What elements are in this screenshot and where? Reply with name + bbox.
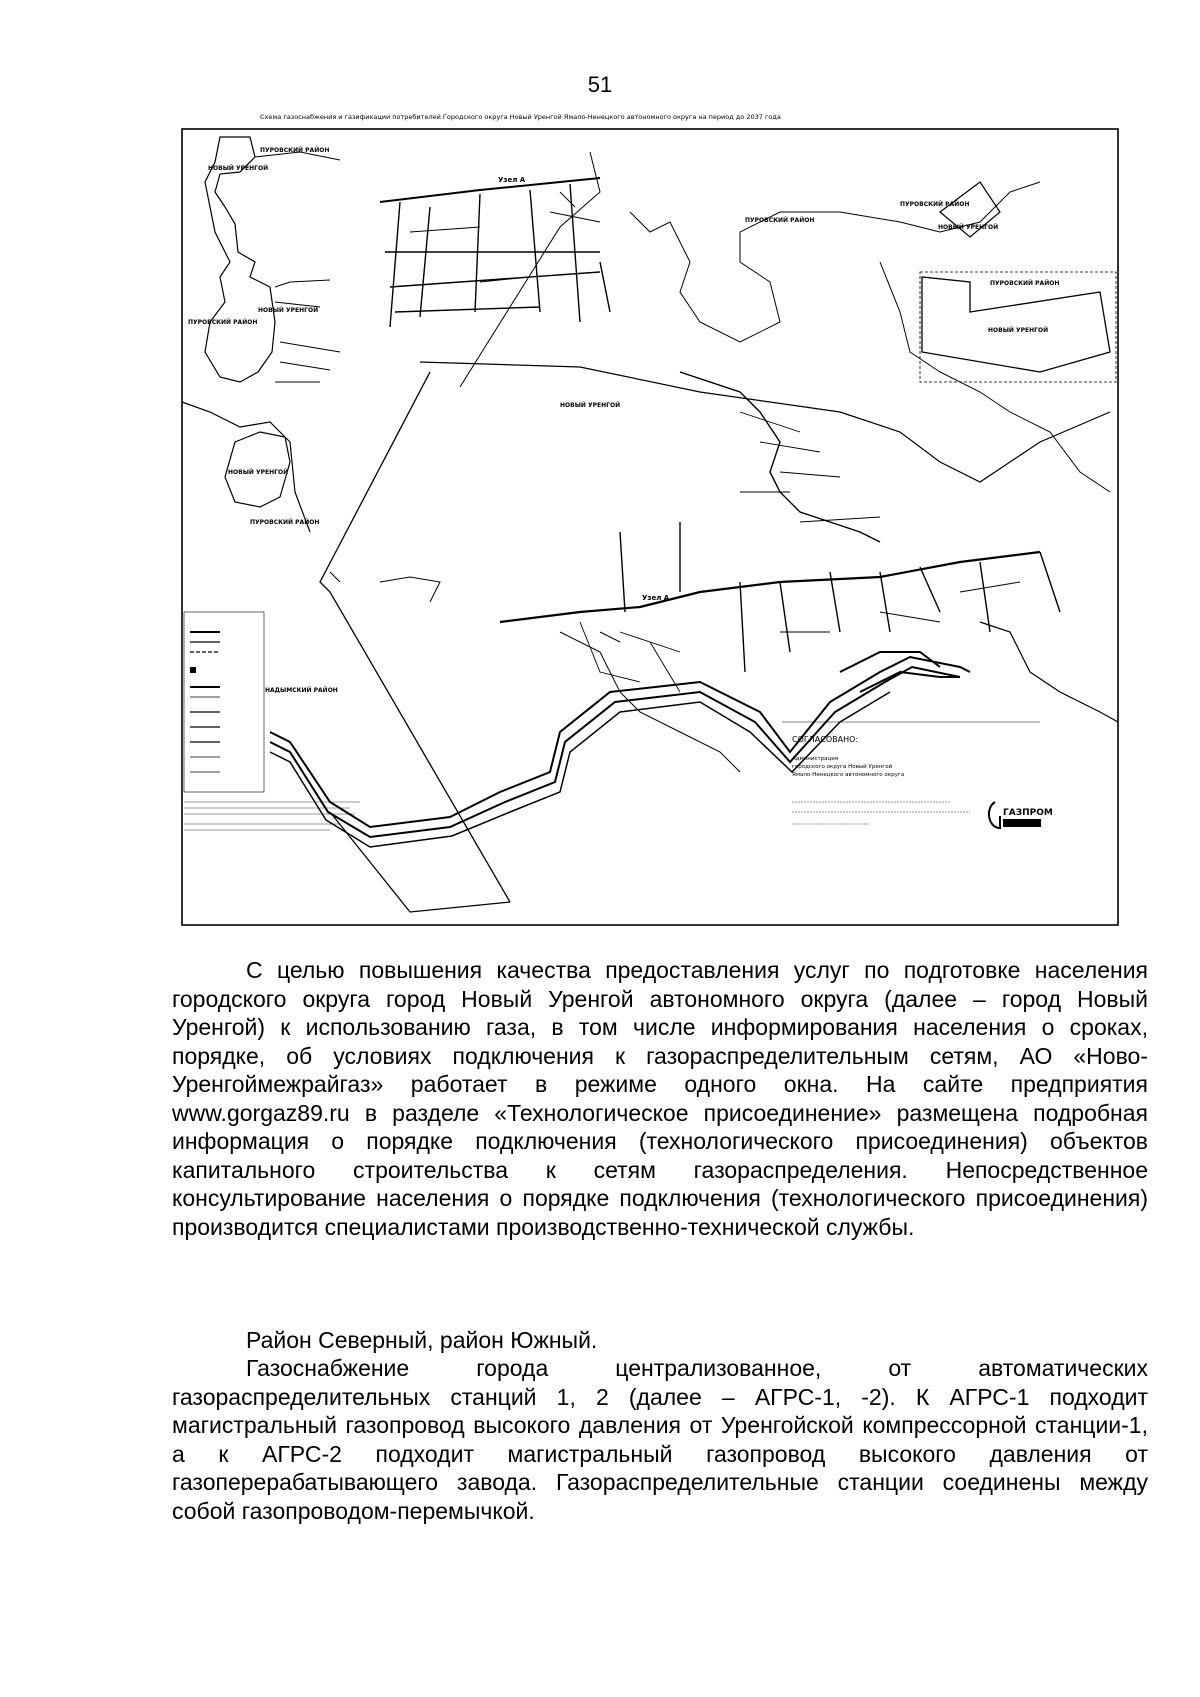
paragraph-consultation: С целью повышения качества предоставления услуг по подготовке населения городского округа город Новый Уренгой автономного округа (далее – город Новый Уренгой) к использованию газа, в том числе информирования населения о сроках, порядке, об условиях подключения к газораспределительным сетям, АО «Ново-Уренгоймежрайгаз» работает в режиме одного окна. На сайте предприятия www.gorgaz89.ru в разделе «Технологическое присоединение» размещена подробная информация о порядке подключения (технологического присоединения) объектов капитального строительства к сетям газораспределения. Непосредственное консультирование населения о порядке подключения (технологического присоединения) производится специалистами производственно-технической службы. bbox=[172, 957, 1148, 1240]
body-paragraph-2 bbox=[172, 1326, 1148, 1355]
label-purovsky-top-right: ПУРОВСКИЙ РАЙОН bbox=[900, 201, 970, 208]
stamp-heading: СОГЛАСОВАНО: bbox=[792, 735, 859, 744]
label-purovsky-mid: ПУРОВСКИЙ РАЙОН bbox=[250, 519, 320, 526]
label-novy-urengoy-tl: НОВЫЙ УРЕНГОЙ bbox=[208, 165, 269, 172]
body-paragraph-3 bbox=[172, 1354, 1148, 1525]
label-node-a-top: Узел А bbox=[498, 176, 526, 184]
label-purovsky-inset: ПУРОВСКИЙ РАЙОН bbox=[990, 280, 1060, 287]
label-node-a-bottom: Узел А bbox=[642, 594, 670, 602]
map-title: Схема газоснабжения и газификации потребителей Городского округа Новый Уренгой Ямало-Ненецкого автономного округа на период до 2037 года bbox=[260, 113, 781, 121]
label-purovsky-tl: ПУРОВСКИЙ РАЙОН bbox=[260, 147, 330, 154]
approval-stamp bbox=[782, 722, 1053, 828]
map-legend bbox=[184, 612, 360, 830]
label-novy-urengoy-left: НОВЫЙ УРЕНГОЙ bbox=[258, 307, 319, 314]
label-purovsky-right: ПУРОВСКИЙ РАЙОН bbox=[745, 217, 815, 224]
body-paragraph-1 bbox=[172, 956, 1148, 1241]
label-nadymsky: НАДЫМСКИЙ РАЙОН bbox=[265, 687, 338, 694]
label-novy-urengoy-tr: НОВЫЙ УРЕНГОЙ bbox=[938, 224, 999, 231]
stamp-line3: Ямало-Ненецкого автономного округа bbox=[792, 772, 905, 778]
paragraph-districts: Район Северный, район Южный. bbox=[246, 1327, 598, 1353]
gazprom-logo-text: ГАЗПРОМ bbox=[1003, 808, 1053, 818]
stamp-line1: Администрация bbox=[792, 756, 839, 762]
paragraph-gas-supply: Газоснабжение города централизованное, от автоматических газораспределительных станций 1, 2 (далее – АГРС-1, -2). К АГРС-1 подходит магистральный газопровод высокого давления от Уренгойской компрессорной станции-1, а к АГРС-2 подходит магистральный газопровод высокого давления от газоперерабатывающего завода. Газораспределительные станции соединены между собой газопроводом-перемычкой. bbox=[172, 1355, 1148, 1524]
label-novy-urengoy-center: НОВЫЙ УРЕНГОЙ bbox=[560, 402, 621, 409]
label-novy-urengoy-inset: НОВЫЙ УРЕНГОЙ bbox=[988, 327, 1049, 334]
label-purovsky-left: ПУРОВСКИЙ РАЙОН bbox=[188, 319, 258, 326]
gas-supply-scheme-map bbox=[180, 112, 1120, 927]
page-number: 51 bbox=[587, 72, 613, 97]
stamp-line2: городского округа Новый Уренгой bbox=[792, 764, 893, 770]
label-novy-urengoy-mid: НОВЫЙ УРЕНГОЙ bbox=[228, 469, 289, 476]
